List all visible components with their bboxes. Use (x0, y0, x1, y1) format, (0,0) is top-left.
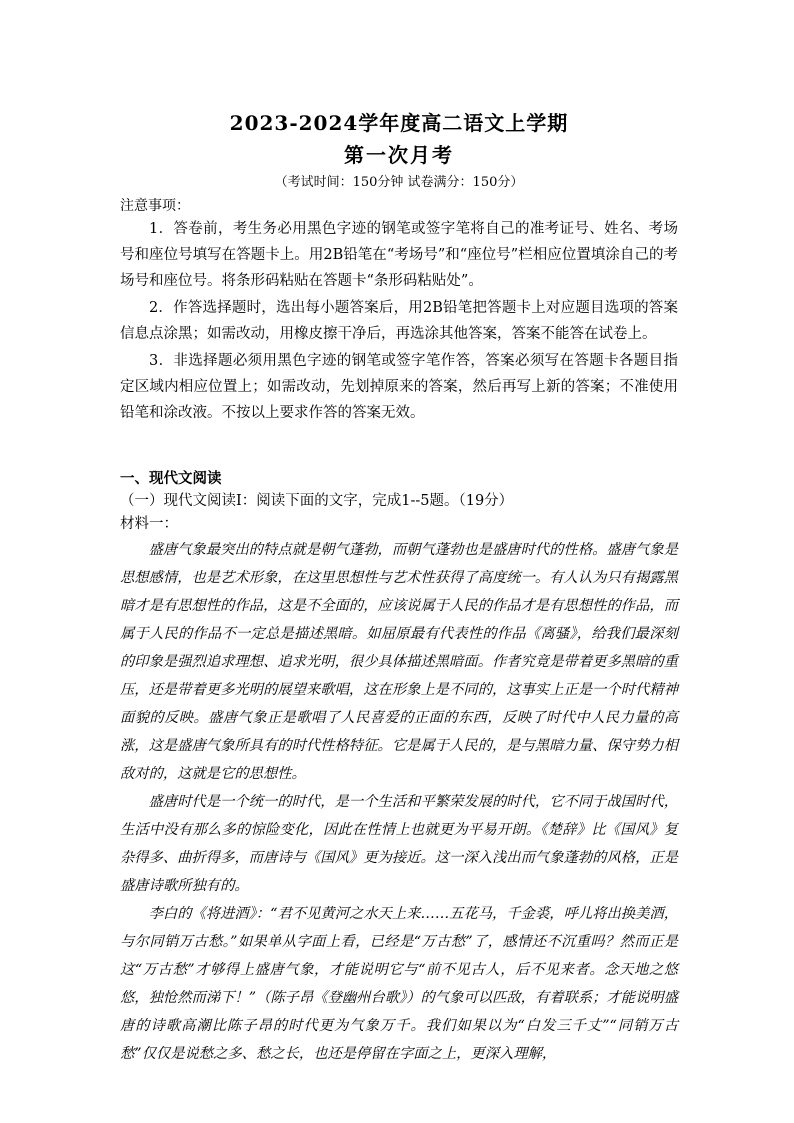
notes-heading: 注意事项： (120, 198, 190, 214)
reading-passage (120, 536, 678, 1068)
exam-info: （考试时间：150分钟 试卷满分：150分） (274, 175, 524, 190)
exam-title-line1: 2023-2024学年度高二语文上学期 (229, 111, 569, 135)
passage-paragraph: 盛唐气象最突出的特点就是朝气蓬勃，而朝气蓬勃也是盛唐时代的性格。盛唐气象是思想感情，也是艺术形象，在这里思想性与艺术性获得了高度统一。有人认为只有揭露黑暗才是有思想性的作品，这是不全面的，应该说属于人民的作品才是有思想性的作品，而属于人民的作品不一定总是描述黑暗。如屈原最有代表性的作品《离骚》，给我们最深刻的印象是强烈追求理想、追求光明，很少具体描述黑暗面。作者究竟是带着更多黑暗的重压，还是带着更多光明的展望来歌唱，这在形象上是不同的，这事实上正是一个时代精神面貌的反映。盛唐气象正是歌唱了人民喜爱的正面的东西，反映了时代中人民力量的高涨，这是盛唐气象所具有的时代性格特征。它是属于人民的，是与黑暗力量、保守势力相敌对的，这就是它的思想性。 (120, 542, 678, 782)
exam-title-line2: 第一次月考 (344, 143, 454, 167)
notes-list (120, 216, 678, 426)
note-item: 3．非选择题必须用黑色字迹的钢笔或签字笔作答，答案必须写在答题卡各题目指定区域内相应位置上；如需改动，先划掉原来的答案，然后再写上新的答案；不准使用铅笔和涂改液。不按以上要求作答的答案无效。 (120, 353, 678, 421)
section-title: 一、现代文阅读 (120, 470, 222, 487)
note-item: 1．答卷前，考生务必用黑色字迹的钢笔或签字笔将自己的准考证号、姓名、考场号和座位号填写在答题卡上。用2B铅笔在“考场号”和“座位号”栏相应位置填涂自己的考场号和座位号。将条形码粘贴在答题卡“条形码粘贴处”。 (120, 221, 678, 289)
exam-page (120, 100, 678, 1068)
material-label: 材料一： (120, 516, 178, 532)
passage-paragraph: 李白的《将进酒》：“君不见黄河之水天上来……五花马，千金裘，呼儿将出换美酒，与尔同销万古愁。”如果单从字面上看，已经是“万古愁”了，感情还不沉重吗？然而正是这“万古愁”才够得上盛唐气象，才能说明它与“前不见古人，后不见来者。念天地之悠悠，独怆然而涕下！”（陈子昂《登幽州台歌》）的气象可以匹敌，有着联系；才能说明盛唐的诗歌高潮比陈子昂的时代更为气象万千。我们如果以为“白发三千丈”“同销万古愁”仅仅是说愁之多、愁之长，也还是停留在字面之上，更深入理解， (120, 906, 678, 1062)
passage-paragraph: 盛唐时代是一个统一的时代，是一个生活和平繁荣发展的时代，它不同于战国时代，生活中没有那么多的惊险变化，因此在性情上也就更为平易开朗。《楚辞》比《国风》复杂得多、曲折得多，而唐诗与《国风》更为接近。这一深入浅出而气象蓬勃的风格，正是盛唐诗歌所独有的。 (120, 794, 678, 894)
subsection-title: （一）现代文阅读Ⅰ：阅读下面的文字，完成1--5题。（19分） (120, 493, 514, 509)
note-item: 2．作答选择题时，选出每小题答案后，用2B铅笔把答题卡上对应题目选项的答案信息点涂黑；如需改动，用橡皮擦干净后，再选涂其他答案，答案不能答在试卷上。 (120, 300, 678, 342)
